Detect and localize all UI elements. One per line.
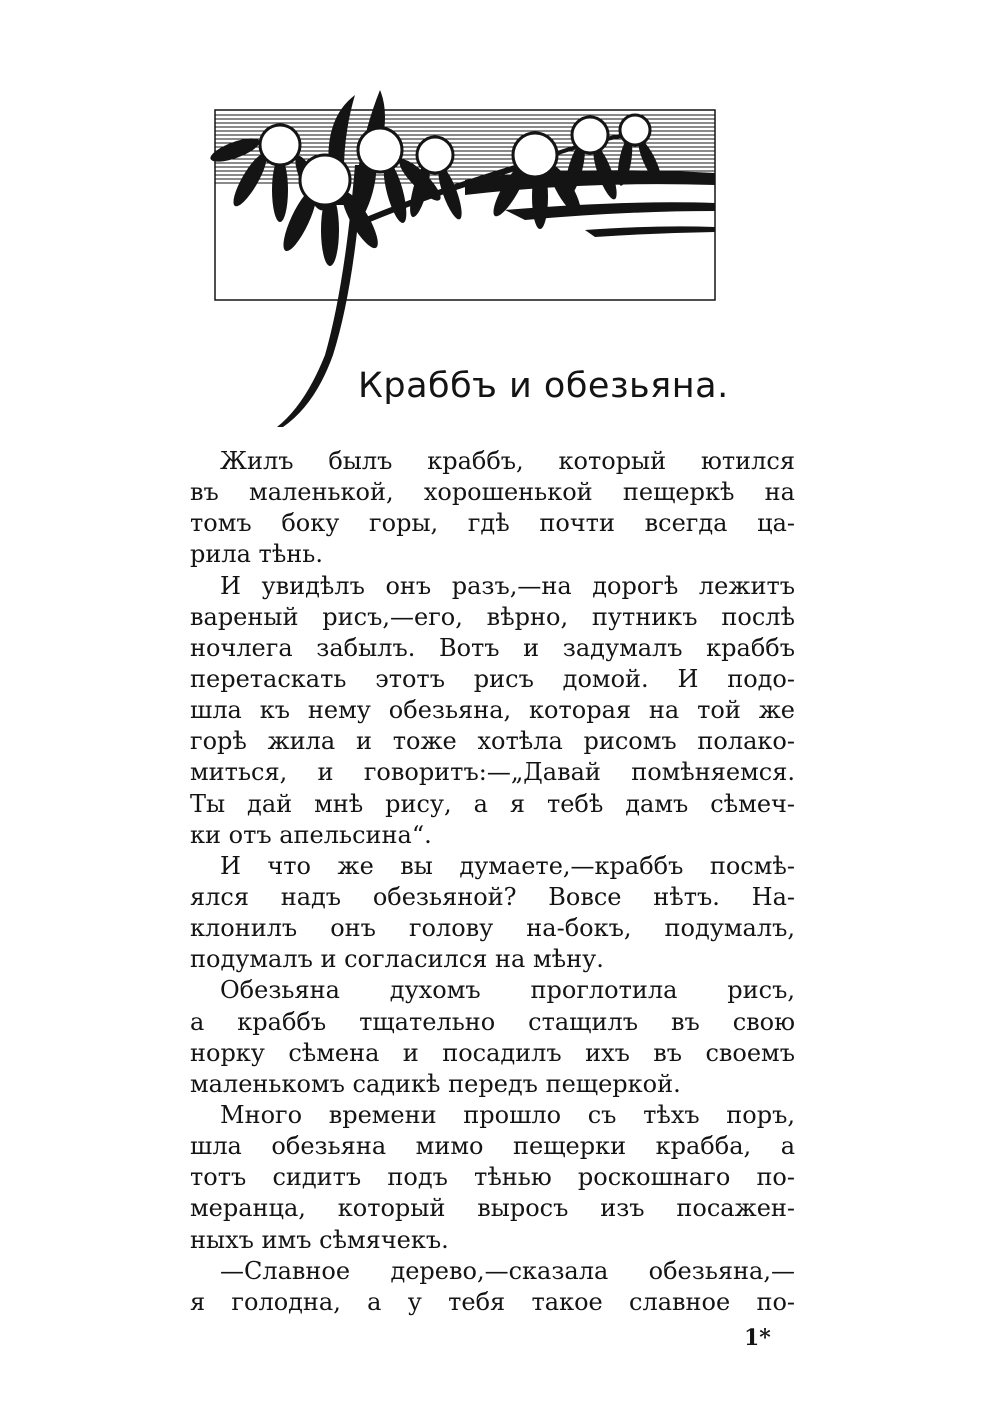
text-line: въ маленькой, хорошенькой пещеркѣ на [190, 478, 795, 507]
text-line: И что же вы думаете,—краббъ посмѣ- [220, 851, 795, 880]
text-line: —Славное дерево,—сказала обезьяна,— [220, 1256, 795, 1285]
text-line: томъ боку горы, гдѣ почти всегда ца- [190, 509, 795, 538]
text-line: ночлега забылъ. Вотъ и задумалъ краббъ [190, 633, 795, 662]
text-line: меранца, который выросъ изъ посажен- [190, 1194, 795, 1223]
text-line: я голодна, а у тебя такое славное по- [190, 1287, 795, 1316]
text-line: подумалъ и согласился на мѣну. [190, 945, 604, 974]
signature-mark: 1* [744, 1325, 771, 1351]
text-line: Много времени прошло съ тѣхъ поръ, [220, 1100, 795, 1129]
text-line: Ты дай мнѣ рису, а я тебѣ дамъ сѣмеч- [190, 789, 795, 818]
text-line: тотъ сидитъ подъ тѣнью роскошнаго по- [190, 1163, 795, 1192]
text-line: ныхъ имъ сѣмячекъ. [190, 1225, 449, 1254]
text-line: рила тѣнь. [190, 540, 323, 569]
text-line: ки отъ апельсина“. [190, 820, 432, 849]
text-line: перетаскать этотъ рисъ домой. И подо- [190, 664, 795, 693]
text-line: И увидѣлъ онъ разъ,—на дорогѣ лежитъ [220, 571, 795, 600]
text-line: норку сѣмена и посадилъ ихъ въ своемъ [190, 1038, 795, 1067]
text-line: маленькомъ садикѣ передъ пещеркой. [190, 1069, 681, 1098]
text-line: горѣ жила и тоже хотѣла рисомъ полако- [190, 727, 795, 756]
text-line: шла къ нему обезьяна, которая на той же [190, 696, 795, 725]
text-line: вареный рисъ,—его, вѣрно, путникъ послѣ [190, 602, 795, 631]
text-line: Обезьяна духомъ проглотила рисъ, [220, 976, 795, 1005]
text-line: Жилъ былъ краббъ, который ютился [220, 447, 795, 475]
story-title: Краббъ и обезьяна. [358, 366, 729, 406]
text-line: а краббъ тщательно стащилъ въ свою [190, 1007, 795, 1036]
text-line: клонилъ онъ голову на-бокъ, подумалъ, [190, 914, 795, 943]
text-line: шла обезьяна мимо пещерки крабба, а [190, 1132, 795, 1161]
text-line: миться, и говоритъ:—„Давай помѣняемся. [190, 758, 795, 787]
text-line: ялся надъ обезьяной? Вовсе нѣтъ. На- [190, 882, 795, 911]
story-text [190, 446, 795, 1318]
